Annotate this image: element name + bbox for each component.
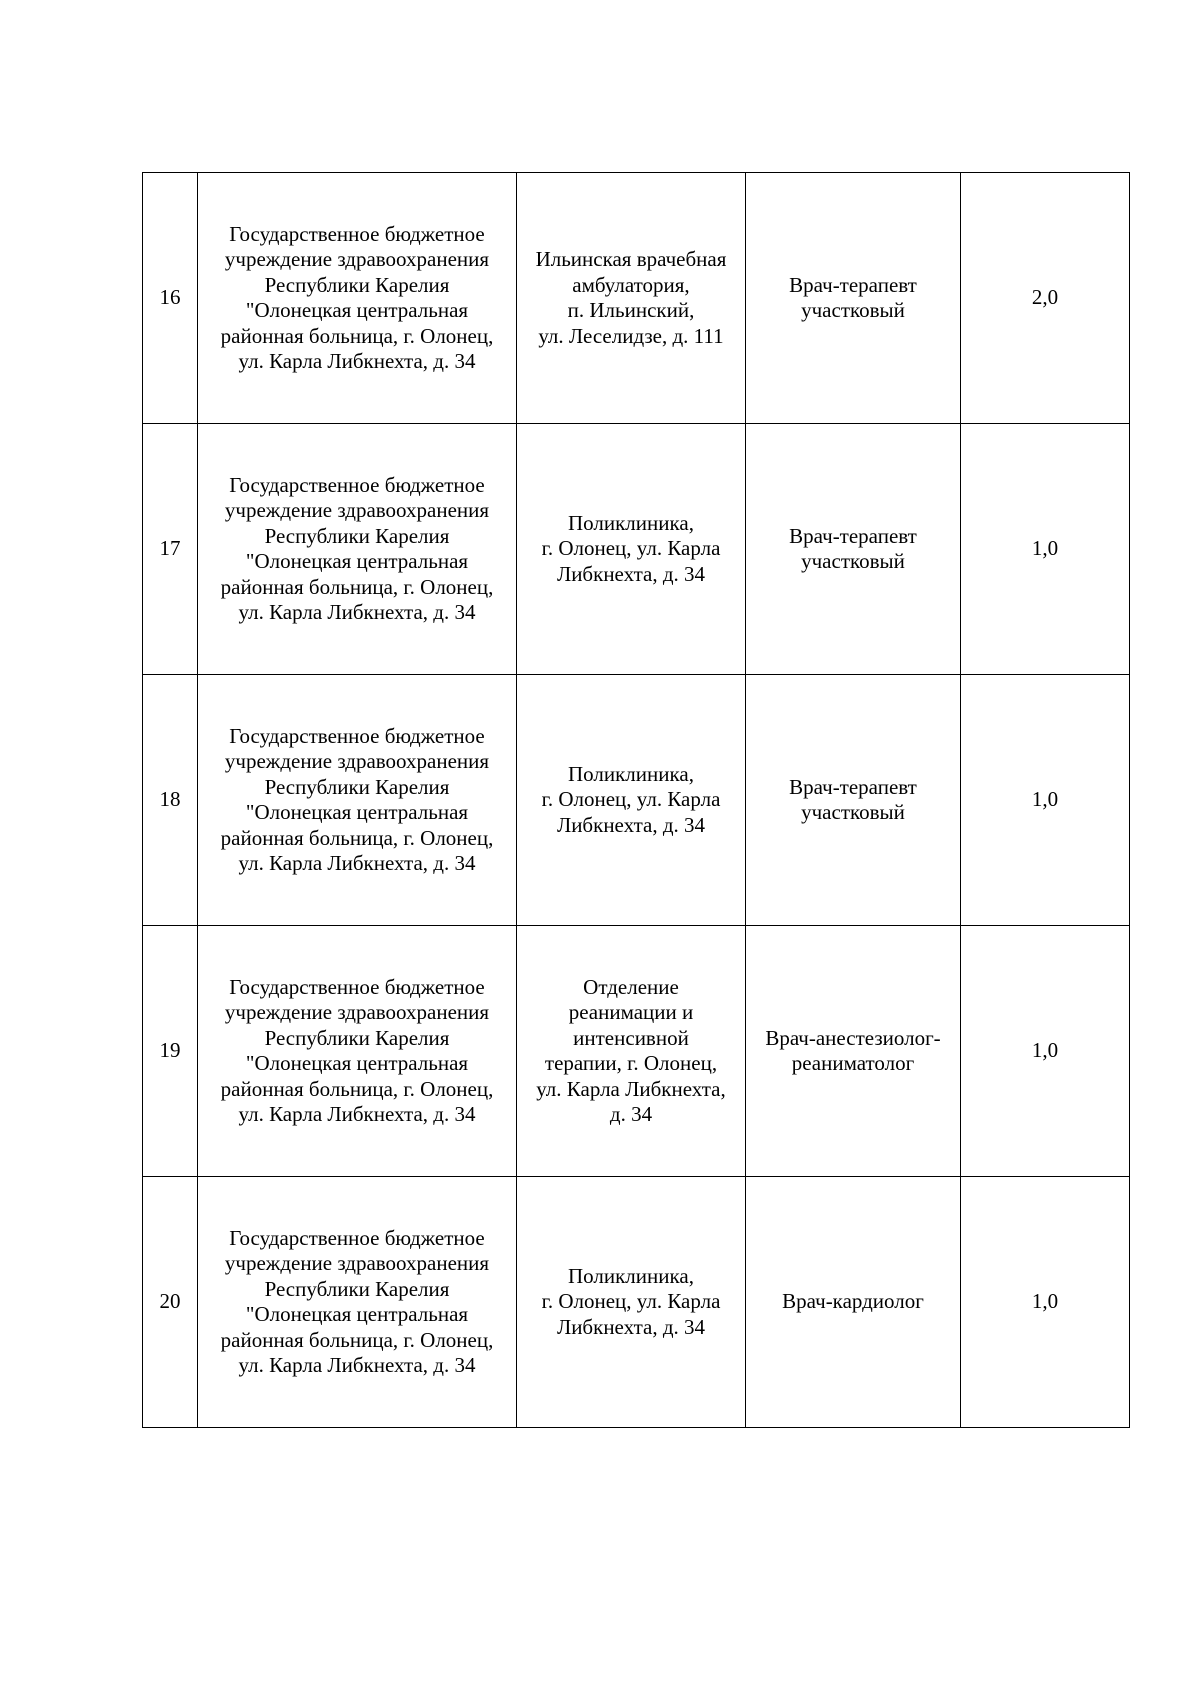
organization-cell bbox=[198, 424, 517, 675]
position-cell bbox=[746, 173, 961, 424]
rate-cell bbox=[961, 1177, 1130, 1428]
staff-rate: 1,0 bbox=[1031, 787, 1059, 812]
row-number-cell bbox=[143, 1177, 198, 1428]
work-location: Ильинская врачебная амбулатория, п. Ильинский, ул. Леселидзе, д. 111 bbox=[535, 247, 727, 348]
row-number-cell bbox=[143, 926, 198, 1177]
organization-name: Государственное бюджетное учреждение здравоохранения Республики Карелия "Олонецкая центральная районная больница, г. Олонец, ул. Карла Либкнехта, д. 34 bbox=[220, 472, 494, 624]
location-cell bbox=[517, 424, 746, 675]
row-number: 16 bbox=[159, 285, 181, 310]
position-title: Врач-анестезиолог- реаниматолог bbox=[765, 1025, 941, 1075]
organization-name: Государственное бюджетное учреждение здравоохранения Республики Карелия "Олонецкая центральная районная больница, г. Олонец, ул. Карла Либкнехта, д. 34 bbox=[220, 221, 494, 373]
table-row bbox=[143, 1177, 1130, 1428]
row-number: 20 bbox=[159, 1289, 181, 1314]
row-number-cell bbox=[143, 675, 198, 926]
organization-cell bbox=[198, 173, 517, 424]
table-row bbox=[143, 926, 1130, 1177]
position-cell bbox=[746, 675, 961, 926]
work-location: Поликлиника, г. Олонец, ул. Карла Либкнехта, д. 34 bbox=[541, 510, 721, 586]
rate-cell bbox=[961, 424, 1130, 675]
table-row bbox=[143, 675, 1130, 926]
row-number: 18 bbox=[159, 787, 181, 812]
table-row bbox=[143, 173, 1130, 424]
position-title: Врач-кардиолог bbox=[782, 1289, 924, 1314]
rate-cell bbox=[961, 675, 1130, 926]
location-cell bbox=[517, 173, 746, 424]
organization-cell bbox=[198, 1177, 517, 1428]
position-cell bbox=[746, 926, 961, 1177]
organization-name: Государственное бюджетное учреждение здравоохранения Республики Карелия "Олонецкая центральная районная больница, г. Олонец, ул. Карла Либкнехта, д. 34 bbox=[220, 974, 494, 1126]
position-title: Врач-терапевт участковый bbox=[789, 272, 917, 322]
rate-cell bbox=[961, 173, 1130, 424]
position-title: Врач-терапевт участковый bbox=[789, 523, 917, 573]
organization-name: Государственное бюджетное учреждение здравоохранения Республики Карелия "Олонецкая центральная районная больница, г. Олонец, ул. Карла Либкнехта, д. 34 bbox=[220, 1225, 494, 1377]
table-row bbox=[143, 424, 1130, 675]
staff-rate: 1,0 bbox=[1031, 1038, 1059, 1063]
organization-cell bbox=[198, 926, 517, 1177]
organization-name: Государственное бюджетное учреждение здравоохранения Республики Карелия "Олонецкая центральная районная больница, г. Олонец, ул. Карла Либкнехта, д. 34 bbox=[220, 723, 494, 875]
location-cell bbox=[517, 1177, 746, 1428]
position-cell bbox=[746, 1177, 961, 1428]
row-number-cell bbox=[143, 173, 198, 424]
staff-rate: 1,0 bbox=[1031, 536, 1059, 561]
location-cell bbox=[517, 675, 746, 926]
row-number: 19 bbox=[159, 1038, 181, 1063]
rate-cell bbox=[961, 926, 1130, 1177]
vacancy-table bbox=[142, 172, 1130, 1428]
location-cell bbox=[517, 926, 746, 1177]
position-cell bbox=[746, 424, 961, 675]
staff-rate: 1,0 bbox=[1031, 1289, 1059, 1314]
staff-rate: 2,0 bbox=[1031, 285, 1059, 310]
row-number-cell bbox=[143, 424, 198, 675]
work-location: Поликлиника, г. Олонец, ул. Карла Либкнехта, д. 34 bbox=[541, 761, 721, 837]
work-location: Поликлиника, г. Олонец, ул. Карла Либкнехта, д. 34 bbox=[541, 1263, 721, 1339]
row-number: 17 bbox=[159, 536, 181, 561]
work-location: Отделение реанимации и интенсивной терапии, г. Олонец, ул. Карла Либкнехта, д. 34 bbox=[536, 974, 726, 1126]
position-title: Врач-терапевт участковый bbox=[789, 774, 917, 824]
organization-cell bbox=[198, 675, 517, 926]
